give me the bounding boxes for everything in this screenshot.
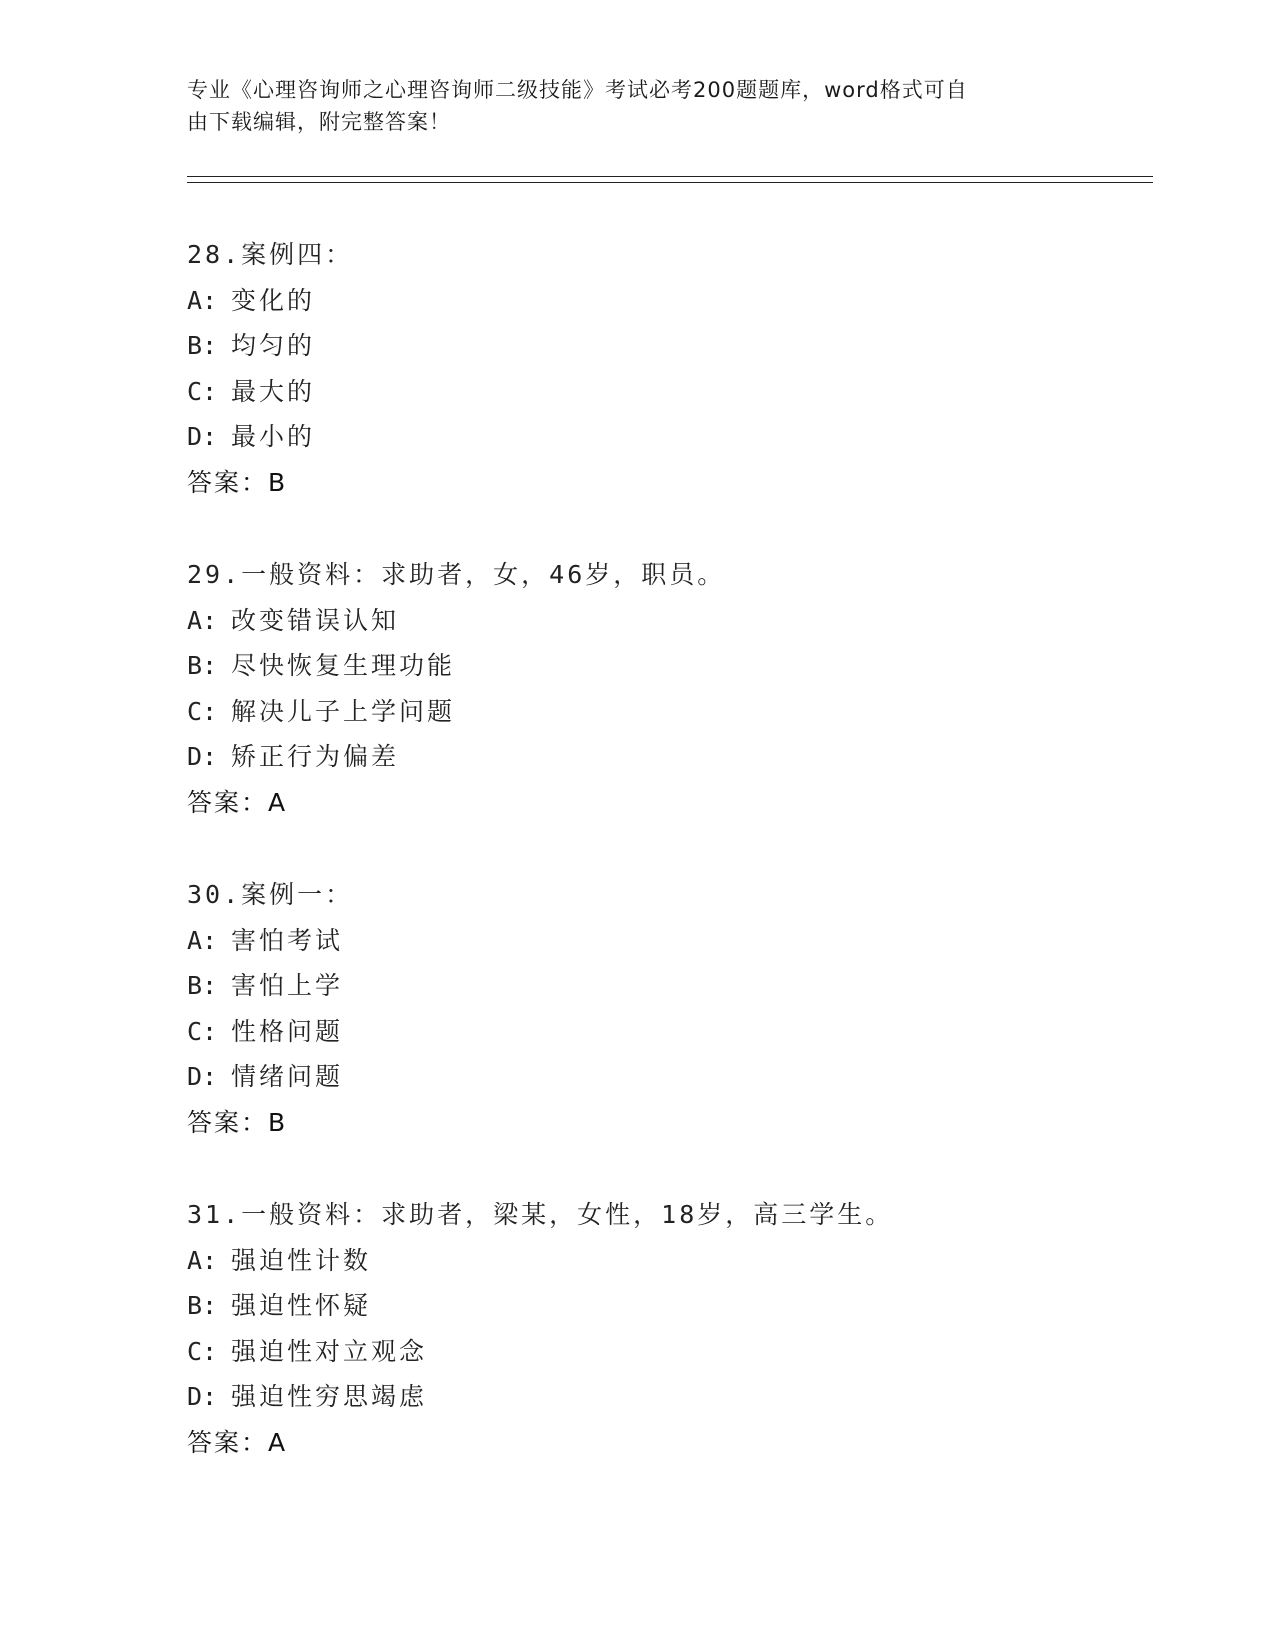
option-label: D: (187, 742, 218, 771)
option-text: 害怕考试 (231, 925, 344, 955)
option-c (187, 1329, 1147, 1375)
option-label: B: (187, 1291, 218, 1320)
option-label: B: (187, 651, 218, 680)
option-text: 解决儿子上学问题 (231, 696, 456, 726)
option-d (187, 734, 1147, 780)
question-28 (187, 232, 1147, 552)
question-title: 28.案例四： (187, 240, 354, 269)
option-text: 矫正行为偏差 (231, 742, 400, 771)
option-label: A: (187, 1245, 218, 1275)
answer: 答案：A (187, 1427, 288, 1457)
question-30 (187, 872, 1147, 1192)
option-text: 害怕上学 (231, 971, 344, 1000)
option-a (187, 598, 1147, 644)
question-title: 30.案例一： (187, 880, 354, 909)
header-divider-top (187, 176, 1153, 177)
option-d (187, 1054, 1147, 1100)
option-text: 变化的 (231, 285, 316, 315)
option-text: 强迫性怀疑 (231, 1291, 372, 1320)
question-31 (187, 1192, 1147, 1512)
header-line-2: 由下载编辑，附完整答案！ (187, 110, 451, 134)
answer: 答案：B (187, 1107, 288, 1137)
option-text: 改变错误认知 (231, 605, 400, 635)
option-b (187, 643, 1147, 689)
option-text: 性格问题 (231, 1016, 344, 1046)
question-29 (187, 552, 1147, 872)
option-a (187, 918, 1147, 964)
option-text: 最小的 (231, 422, 316, 451)
header-line-1: 专业《心理咨询师之心理咨询师二级技能》考试必考200题题库，word格式可自 (187, 78, 968, 102)
option-b (187, 963, 1147, 1009)
option-text: 情绪问题 (231, 1062, 344, 1091)
option-b (187, 323, 1147, 369)
answer: 答案：A (187, 787, 288, 817)
question-list (187, 232, 1147, 1512)
option-c (187, 1009, 1147, 1055)
option-b (187, 1283, 1147, 1329)
option-label: C: (187, 1336, 218, 1366)
option-text: 尽快恢复生理功能 (231, 651, 456, 680)
option-text: 均匀的 (231, 331, 316, 360)
option-label: D: (187, 1062, 218, 1091)
option-label: B: (187, 971, 218, 1000)
option-label: D: (187, 422, 218, 451)
document-header (187, 74, 1067, 138)
option-text: 强迫性对立观念 (231, 1336, 428, 1366)
header-divider-bottom (187, 182, 1153, 183)
option-c (187, 689, 1147, 735)
option-label: A: (187, 605, 218, 635)
option-label: C: (187, 376, 218, 406)
option-label: A: (187, 285, 218, 315)
answer: 答案：B (187, 467, 288, 497)
option-d (187, 1374, 1147, 1420)
option-label: D: (187, 1382, 218, 1411)
question-title: 29.一般资料：求助者，女，46岁，职员。 (187, 560, 726, 589)
option-d (187, 414, 1147, 460)
option-text: 强迫性穷思竭虑 (231, 1382, 428, 1411)
option-label: A: (187, 925, 218, 955)
option-text: 强迫性计数 (231, 1245, 372, 1275)
option-label: B: (187, 331, 218, 360)
question-title: 31.一般资料：求助者，梁某，女性，18岁，高三学生。 (187, 1200, 894, 1229)
option-text: 最大的 (231, 376, 316, 406)
option-a (187, 278, 1147, 324)
option-a (187, 1238, 1147, 1284)
option-c (187, 369, 1147, 415)
option-label: C: (187, 1016, 218, 1046)
option-label: C: (187, 696, 218, 726)
